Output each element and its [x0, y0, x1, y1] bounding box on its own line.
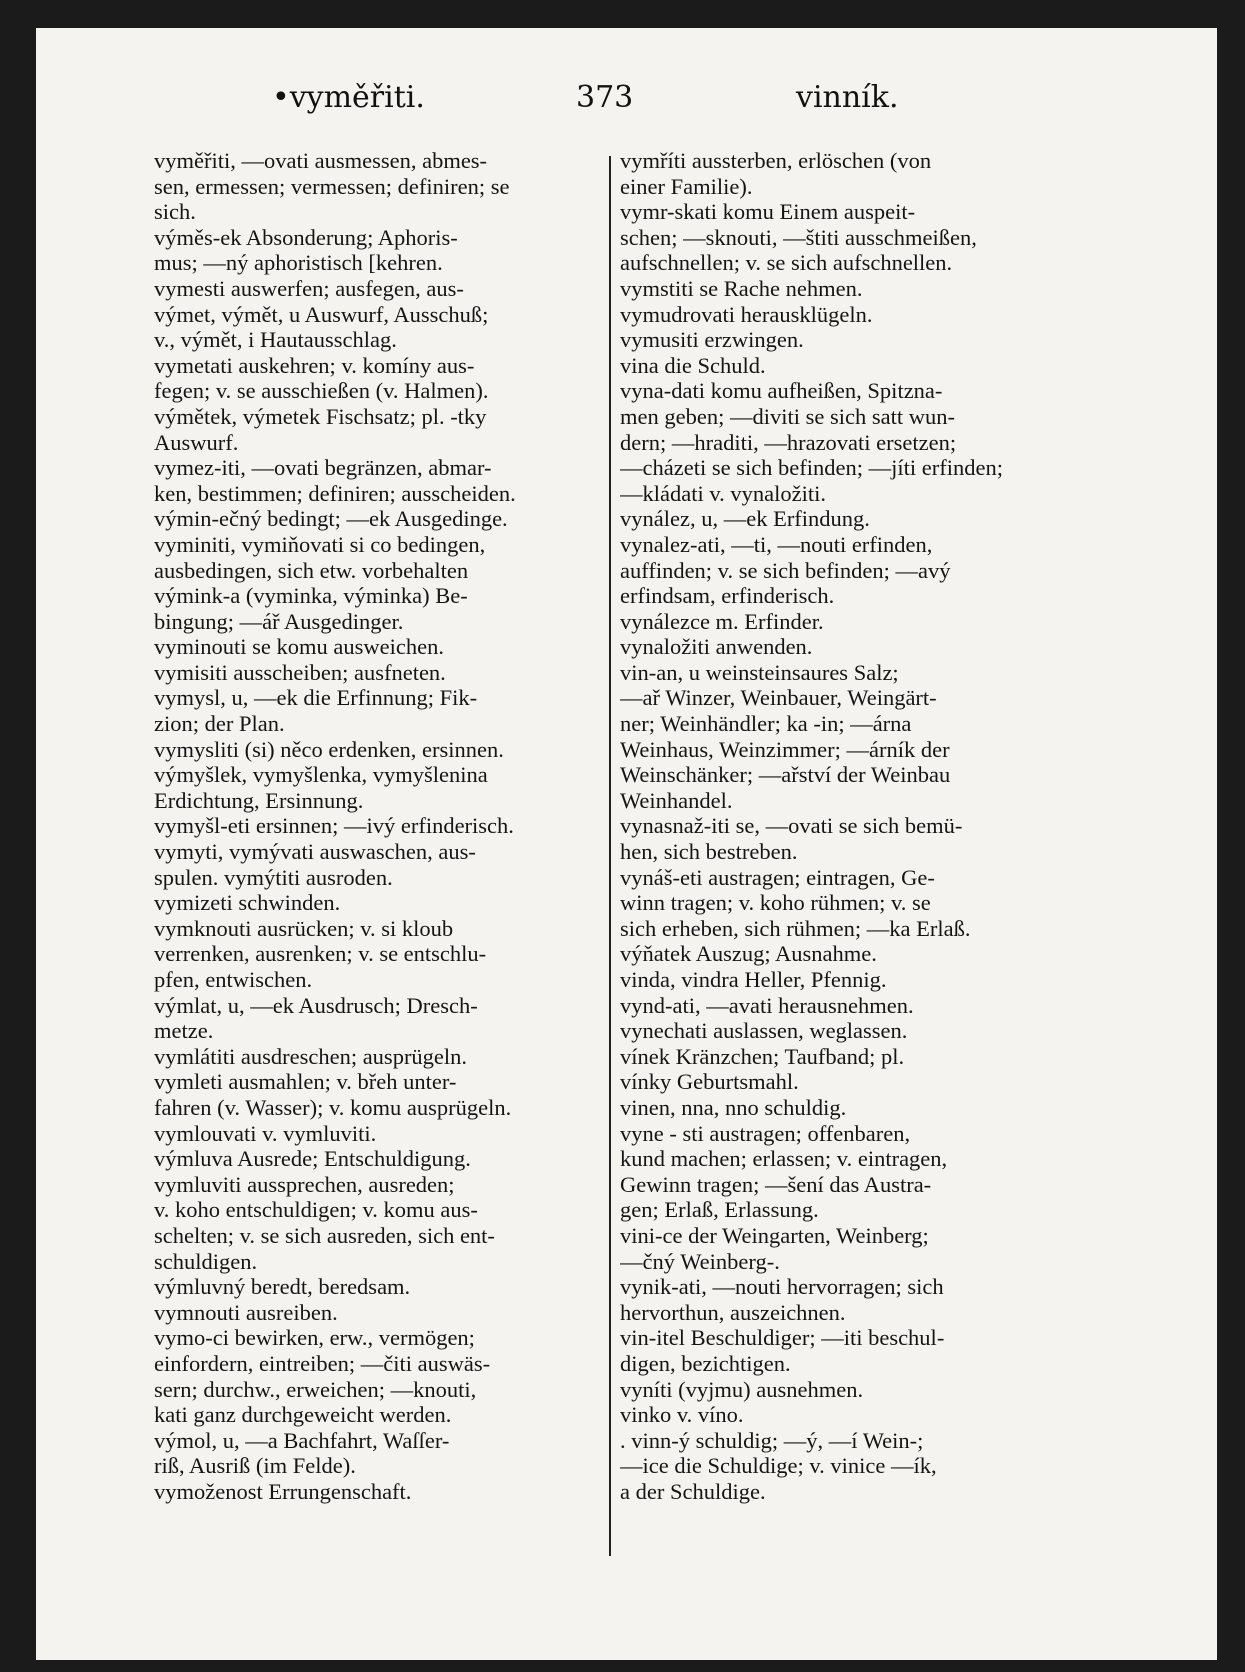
dictionary-line: schelten; v. se sich ausreden, sich ent- — [154, 1222, 495, 1248]
dictionary-line: vymoženost Errungenschaft. — [154, 1478, 412, 1504]
dictionary-line: Auswurf. — [154, 429, 239, 455]
dictionary-line: hen, sich bestreben. — [620, 839, 798, 865]
dictionary-line: vinen, nna, nno schuldig. — [620, 1094, 847, 1120]
dictionary-line: vyne - sti austragen; offenbaren, — [620, 1120, 911, 1146]
dictionary-line: výmluva Ausrede; Entschuldigung. — [154, 1146, 471, 1172]
dictionary-line: —ice die Schuldige; v. vinice —ík, — [620, 1453, 937, 1479]
dictionary-line: zion; der Plan. — [154, 711, 285, 737]
dictionary-line: vyníti (vyjmu) ausnehmen. — [620, 1376, 864, 1402]
dictionary-line: vymez-iti, —ovati begränzen, abmar- — [154, 455, 492, 481]
dictionary-line: —kládati v. vynaložiti. — [620, 480, 826, 506]
dictionary-line: vymo-ci bewirken, erw., vermögen; — [154, 1325, 475, 1351]
dictionary-line: výmol, u, —a Bachfahrt, Waſſer- — [154, 1427, 450, 1453]
dictionary-line: hervorthun, auszeichnen. — [620, 1299, 846, 1325]
dictionary-line: vínky Geburtsmahl. — [620, 1069, 799, 1095]
dictionary-line: auffinden; v. se sich befinden; —avý — [620, 557, 951, 583]
dictionary-line: vynáš-eti austragen; eintragen, Ge- — [620, 864, 935, 890]
dictionary-line: . vinn-ý schuldig; —ý, —í Wein-; — [620, 1427, 924, 1453]
dictionary-line: v. koho entschuldigen; v. komu aus- — [154, 1197, 478, 1223]
dictionary-line: vymudrovati herausklügeln. — [620, 301, 873, 327]
dictionary-line: vyna-dati komu aufheißen, Spitzna- — [620, 378, 943, 404]
page-number: 373 — [576, 80, 634, 115]
dictionary-line: vínek Kränzchen; Taufband; pl. — [620, 1043, 905, 1069]
dictionary-line: vymizeti schwinden. — [154, 890, 341, 916]
dictionary-line: výmet, výmět, u Auswurf, Ausschuß; — [154, 301, 489, 327]
dictionary-line: výňatek Auszug; Ausnahme. — [620, 941, 877, 967]
header-right-word: vinník. — [796, 80, 899, 115]
dictionary-line: výmětek, výmetek Fischsatz; pl. -tky — [154, 403, 487, 429]
dictionary-line: gen; Erlaß, Erlassung. — [620, 1197, 819, 1223]
dictionary-line: metze. — [154, 1018, 214, 1044]
dictionary-line: —ař Winzer, Weinbauer, Weingärt- — [620, 685, 937, 711]
dictionary-line: pfen, entwischen. — [154, 967, 313, 992]
dictionary-line: vymstiti se Rache nehmen. — [620, 275, 863, 301]
dictionary-line: vymisiti ausscheiben; ausfneten. — [154, 659, 446, 685]
dictionary-line: vynechati auslassen, weglassen. — [620, 1018, 908, 1044]
header-left-word: •vyměřiti. — [272, 80, 425, 115]
dictionary-line: výmyšlek, vymyšlenka, vymyšlenina — [154, 762, 488, 788]
dictionary-line: schen; —sknouti, —štiti ausschmeißen, — [620, 224, 977, 250]
dictionary-line: vinda, vindra Heller, Pfennig. — [620, 967, 887, 992]
dictionary-line: vini-ce der Weingarten, Weinberg; — [620, 1222, 929, 1248]
dictionary-line: vynalez-ati, —ti, —nouti erfinden, — [620, 531, 933, 557]
dictionary-line: erfindsam, erfinderisch. — [620, 583, 835, 609]
dictionary-line: v., výmět, i Hautausschlag. — [154, 327, 397, 353]
dictionary-line: výmin-ečný bedingt; —ek Ausgedinge. — [154, 506, 508, 532]
dictionary-line: vynaložiti anwenden. — [620, 634, 813, 660]
dictionary-line: einer Familie). — [620, 173, 753, 199]
dictionary-line: men geben; —diviti se sich satt wun- — [620, 403, 955, 429]
dictionary-line: vin-an, u weinsteinsaures Salz; — [620, 659, 899, 685]
dictionary-line: vymříti aussterben, erlöschen (von — [620, 148, 932, 173]
dictionary-line: vymr-skati komu Einem auspeit- — [620, 199, 916, 225]
dictionary-line: einfordern, eintreiben; —čiti auswäs- — [154, 1350, 491, 1376]
dictionary-line: fahren (v. Wasser); v. komu ausprügeln. — [154, 1094, 512, 1120]
dictionary-line: vymknouti ausrücken; v. si kloub — [154, 915, 454, 941]
dictionary-line: Erdichtung, Ersinnung. — [154, 787, 364, 813]
dictionary-line: vin-itel Beschuldiger; —iti beschul- — [620, 1325, 945, 1351]
dictionary-line: a der Schuldige. — [620, 1478, 766, 1504]
dictionary-line: schuldigen. — [154, 1248, 258, 1274]
dictionary-line: vina die Schuld. — [620, 352, 766, 378]
dictionary-line: sich. — [154, 199, 196, 225]
dictionary-line: Gewinn tragen; —šení das Austra- — [620, 1171, 932, 1197]
dictionary-line: výmluvný beredt, beredsam. — [154, 1274, 411, 1300]
dictionary-line: winn tragen; v. koho rühmen; v. se — [620, 890, 931, 916]
dictionary-line: —cházeti se sich befinden; —jíti erfinden; — [620, 455, 1003, 481]
dictionary-line: mus; —ný aphoristisch [kehren. — [154, 250, 443, 276]
dictionary-line: vymysliti (si) něco erdenken, ersinnen. — [154, 736, 504, 762]
dictionary-line: verrenken, ausrenken; v. se entschlu- — [154, 941, 487, 967]
dictionary-line: výmink-a (vyminka, výminka) Be- — [154, 583, 468, 609]
dictionary-line: vyměřiti, —ovati ausmessen, abmes- — [154, 148, 488, 173]
dictionary-line: vymleti ausmahlen; v. břeh unter- — [154, 1069, 457, 1095]
column-divider — [609, 156, 611, 1556]
dictionary-line: vymusiti erzwingen. — [620, 327, 804, 353]
page-header — [36, 80, 1217, 130]
dictionary-line: vyminouti se komu ausweichen. — [154, 634, 444, 660]
dictionary-line: vynález, u, —ek Erfindung. — [620, 506, 870, 532]
dictionary-line: sich erheben, sich rühmen; —ka Erlaß. — [620, 915, 971, 941]
dictionary-line: vynasnaž-iti se, —ovati se sich bemü- — [620, 813, 963, 839]
dictionary-line: vymesti auswerfen; ausfegen, aus- — [154, 275, 464, 301]
dictionary-line: vymyti, vymývati auswaschen, aus- — [154, 839, 476, 865]
dictionary-line: vyminiti, vymiňovati si co bedingen, — [154, 531, 486, 557]
dictionary-line: kund machen; erlassen; v. eintragen, — [620, 1146, 948, 1172]
dictionary-line: vymysl, u, —ek die Erfinnung; Fik- — [154, 685, 478, 711]
dictionary-line: výměs-ek Absonderung; Aphoris- — [154, 224, 458, 250]
dictionary-line: Weinschänker; —ařství der Weinbau — [620, 762, 951, 788]
dictionary-line: ner; Weinhändler; ka -in; —árna — [620, 711, 912, 737]
right-column — [620, 148, 1100, 1504]
dictionary-line: spulen. vymýtiti ausroden. — [154, 864, 393, 890]
dictionary-line: ausbedingen, sich etw. vorbehalten — [154, 557, 469, 583]
dictionary-page — [36, 28, 1217, 1660]
dictionary-line: ken, bestimmen; definiren; ausscheiden. — [154, 480, 516, 506]
dictionary-line: vynálezce m. Erfinder. — [620, 608, 824, 634]
dictionary-line: sern; durchw., erweichen; —knouti, — [154, 1376, 477, 1402]
dictionary-line: vymlátiti ausdreschen; ausprügeln. — [154, 1043, 468, 1069]
dictionary-line: Weinhandel. — [620, 787, 733, 813]
dictionary-line: dern; —hraditi, —hrazovati ersetzen; — [620, 429, 957, 455]
left-column — [154, 148, 604, 1504]
dictionary-line: vymnouti ausreiben. — [154, 1299, 338, 1325]
dictionary-line: vymyšl-eti ersinnen; —ivý erfinderisch. — [154, 813, 514, 839]
dictionary-line: aufschnellen; v. se sich aufschnellen. — [620, 250, 953, 276]
dictionary-line: bingung; —ář Ausgedinger. — [154, 608, 404, 634]
dictionary-line: sen, ermessen; vermessen; definiren; se — [154, 173, 510, 199]
dictionary-line: kati ganz durchgeweicht werden. — [154, 1402, 452, 1428]
dictionary-line: vynik-ati, —nouti hervorragen; sich — [620, 1274, 944, 1300]
dictionary-line: vymetati auskehren; v. komíny aus- — [154, 352, 475, 378]
dictionary-line: vymluviti aussprechen, ausreden; — [154, 1171, 455, 1197]
dictionary-line: riß, Ausriß (im Felde). — [154, 1453, 356, 1479]
dictionary-line: Weinhaus, Weinzimmer; —árník der — [620, 736, 950, 762]
dictionary-line: výmlat, u, —ek Ausdrusch; Dresch- — [154, 992, 478, 1018]
dictionary-line: vynd-ati, —avati herausnehmen. — [620, 992, 914, 1018]
dictionary-line: vymlouvati v. vymluviti. — [154, 1120, 377, 1146]
dictionary-line: digen, bezichtigen. — [620, 1350, 791, 1376]
dictionary-line: —čný Weinberg-. — [620, 1248, 780, 1274]
dictionary-line: vinko v. víno. — [620, 1402, 744, 1428]
dictionary-line: fegen; v. se ausschießen (v. Halmen). — [154, 378, 489, 404]
